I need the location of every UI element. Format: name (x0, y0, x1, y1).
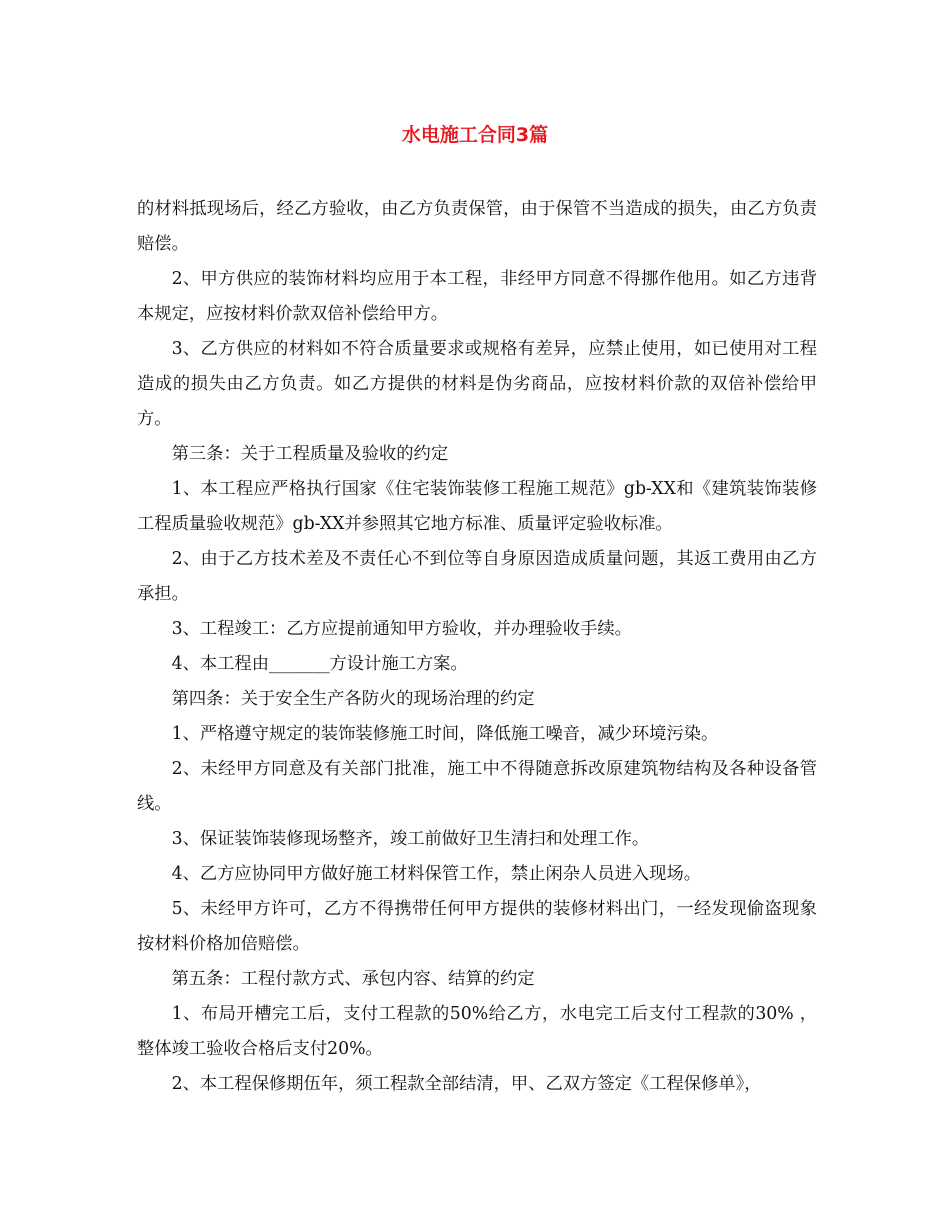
section-heading: 第四条：关于安全生产各防火的现场治理的约定 (171, 689, 535, 709)
paragraph: 1、本工程应严格执行国家《住宅装饰装修工程施工规范》gb-XX和《建筑装饰装修工程质量验收规范》gb-XX并参照其它地方标准、质量评定验收标准。 (137, 479, 817, 534)
paragraph: 2、未经甲方同意及有关部门批准，施工中不得随意拆改原建筑物结构及各种设备管线。 (137, 759, 817, 814)
paragraph: 1、布局开槽完工后，支付工程款的50%给乙方，水电完工后支付工程款的30% ，整体竣工验收合格后支付20%。 (137, 1004, 817, 1059)
paragraph: 2、本工程保修期伍年，须工程款全部结清，甲、乙双方签定《工程保修单》， (171, 1074, 762, 1094)
paragraph: 3、保证装饰装修现场整齐，竣工前做好卫生清扫和处理工作。 (171, 829, 650, 849)
paragraph: 4、本工程由_______方设计施工方案。 (171, 654, 468, 674)
paragraph: 1、严格遵守规定的装饰装修施工时间，降低施工噪音，减少环境污染。 (171, 724, 719, 744)
paragraph: 2、甲方供应的装饰材料均应用于本工程，非经甲方同意不得挪作他用。如乙方违背本规定，应按材料价款双倍补偿给甲方。 (137, 269, 817, 324)
document-body (137, 192, 817, 1102)
paragraph: 3、工程竣工：乙方应提前通知甲方验收，并办理验收手续。 (171, 619, 632, 639)
paragraph: 2、由于乙方技术差及不责任心不到位等自身原因造成质量问题，其返工费用由乙方承担。 (137, 549, 817, 604)
paragraph: 4、乙方应协同甲方做好施工材料保管工作，禁止闲杂人员进入现场。 (171, 864, 702, 884)
section-heading: 第三条：关于工程质量及验收的约定 (171, 444, 449, 464)
paragraph: 5、未经甲方许可，乙方不得携带任何甲方提供的装修材料出门，一经发现偷盗现象按材料价格加倍赔偿。 (137, 899, 817, 954)
paragraph: 3、乙方供应的材料如不符合质量要求或规格有差异，应禁止使用，如已使用对工程造成的损失由乙方负责。如乙方提供的材料是伪劣商品，应按材料价款的双倍补偿给甲方。 (137, 339, 817, 429)
document-title: 水电施工合同3篇 (401, 124, 549, 146)
section-heading: 第五条：工程付款方式、承包内容、结算的约定 (171, 969, 535, 989)
paragraph-continuation: 的材料抵现场后，经乙方验收，由乙方负责保管，由于保管不当造成的损失，由乙方负责赔偿。 (137, 199, 817, 254)
